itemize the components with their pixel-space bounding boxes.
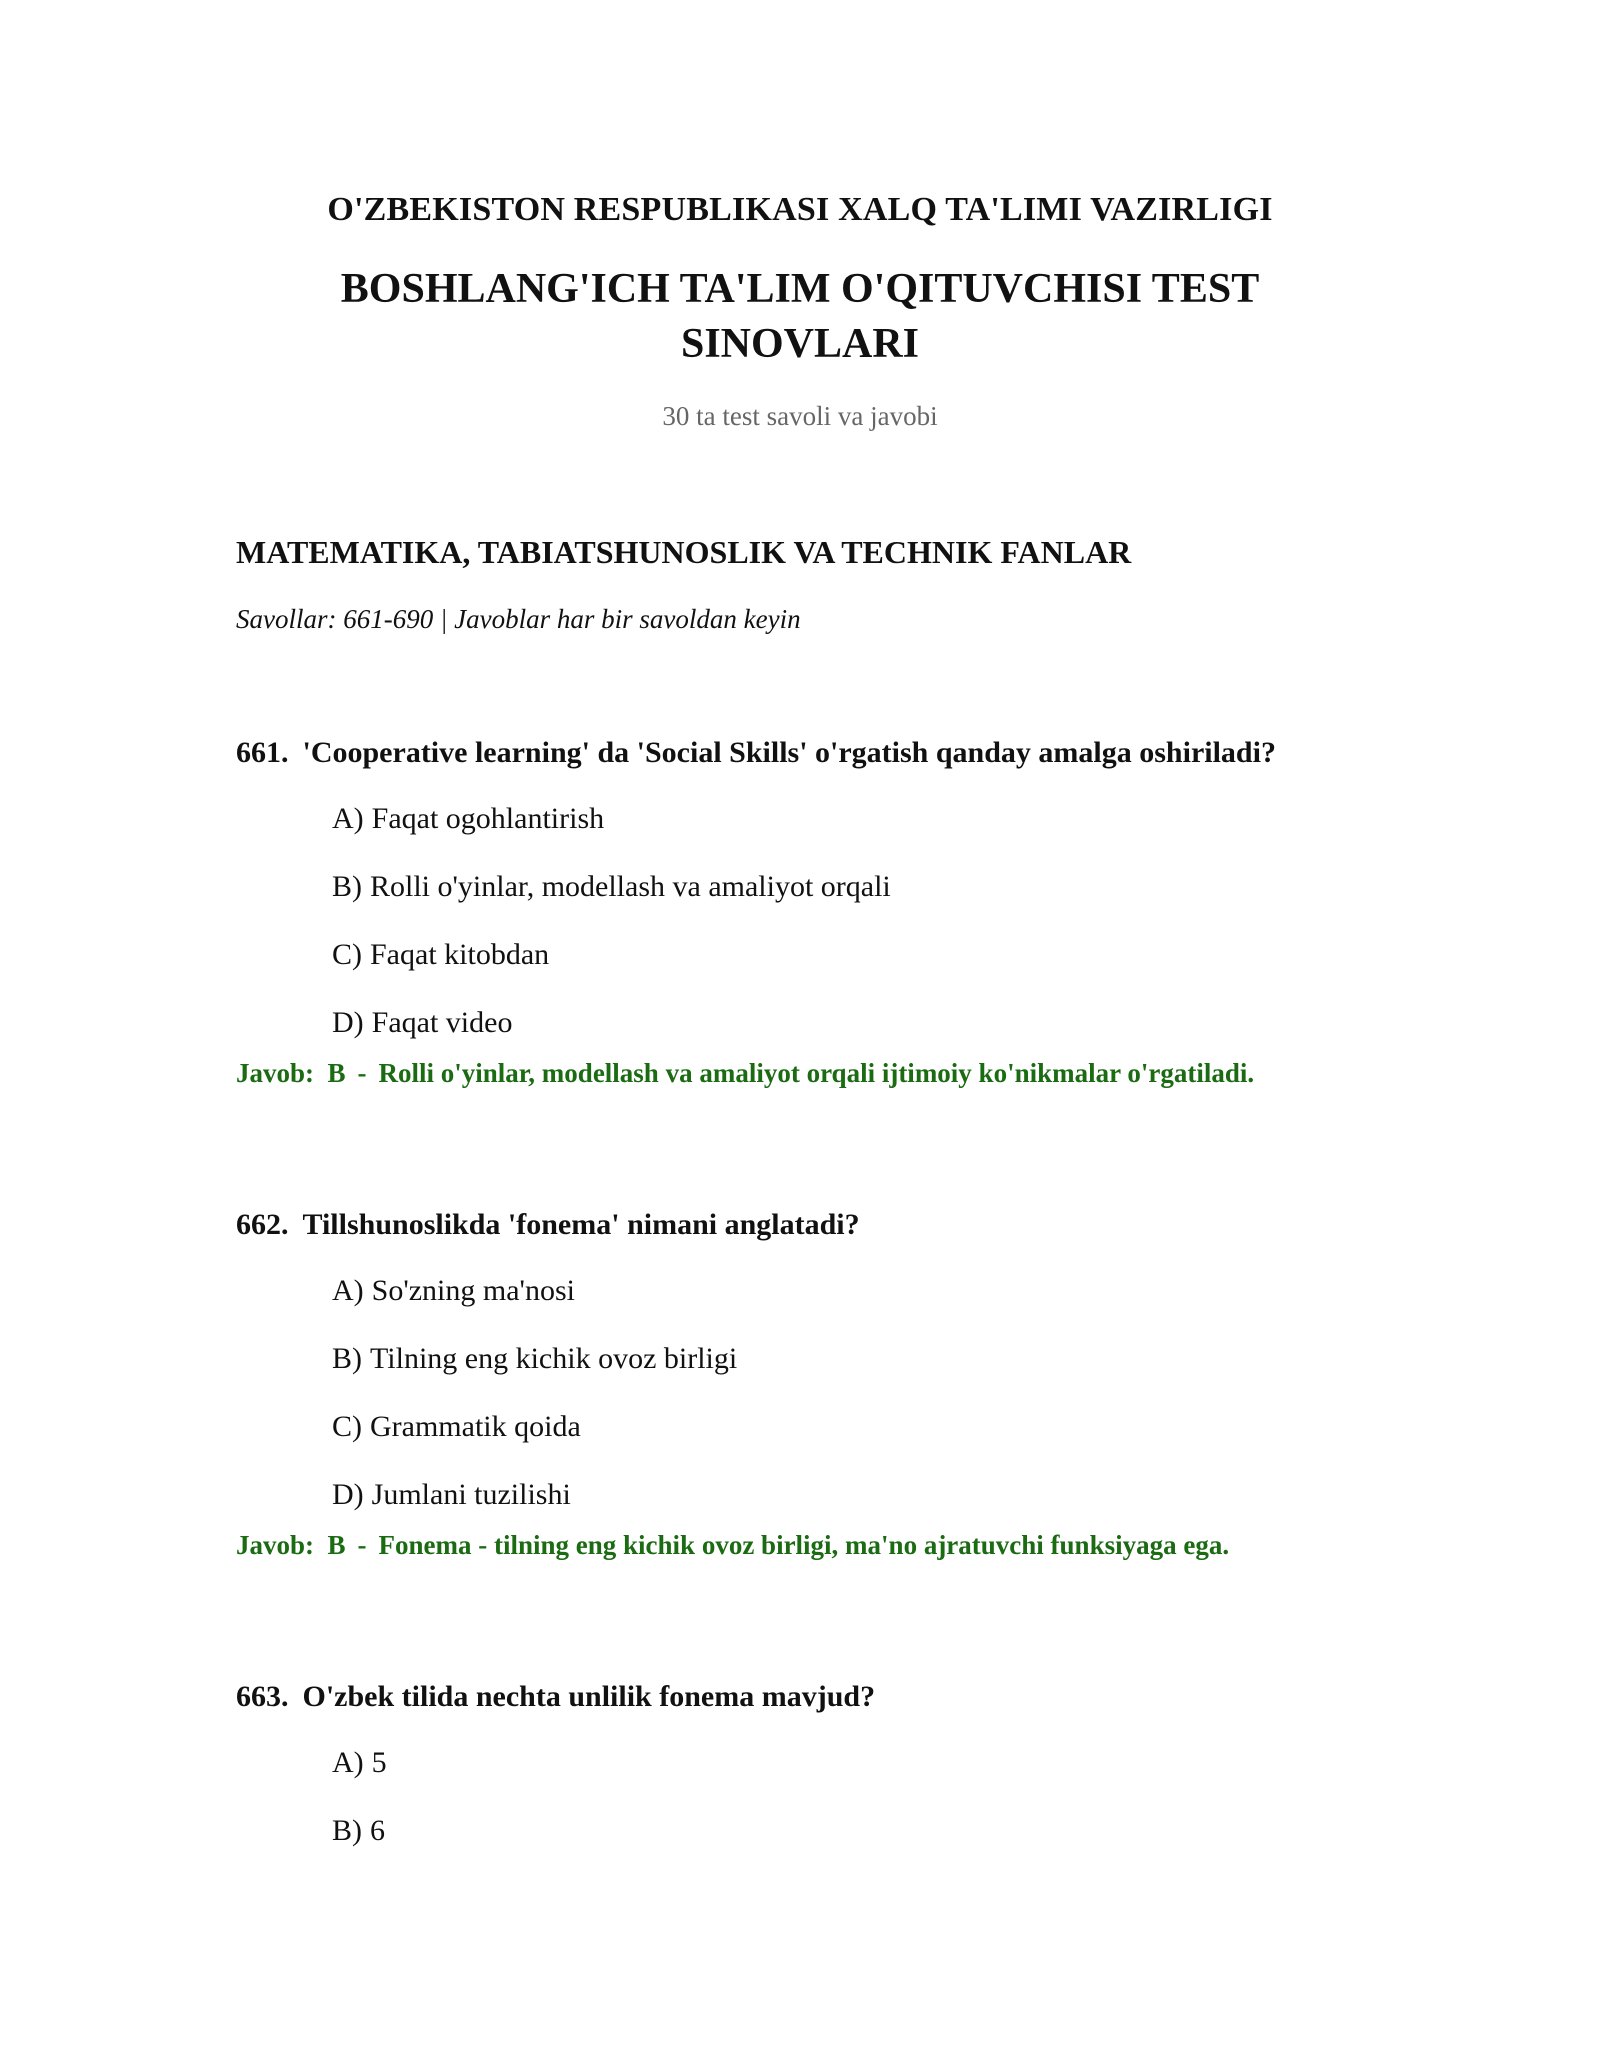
option-a <box>332 1257 1416 1325</box>
option-letter: A) <box>332 1274 364 1307</box>
ministry-name: O'ZBEKISTON RESPUBLIKASI XALQ TA'LIMI VAZIRLIGI <box>327 191 1273 228</box>
option-text: 5 <box>371 1746 387 1779</box>
question-663 <box>236 1679 1416 1865</box>
option-letter: D) <box>332 1478 364 1511</box>
option-a <box>332 1729 1416 1797</box>
question-number: 662. <box>236 1208 289 1241</box>
option-text: Jumlani tuzilishi <box>371 1478 571 1511</box>
answer-letter: B <box>327 1058 346 1088</box>
option-text: 6 <box>370 1814 385 1847</box>
options-list <box>236 785 1416 1057</box>
answer-separator: - <box>357 1530 367 1560</box>
document-title: BOSHLANG'ICH TA'LIM O'QITUVCHISI TEST SINOVLARI <box>340 266 1260 367</box>
section-heading: MATEMATIKA, TABIATSHUNOSLIK VA TECHNIK FANLAR <box>236 534 1132 570</box>
question-number: 661. <box>236 736 289 769</box>
option-c <box>332 1393 1416 1461</box>
option-c <box>332 921 1416 989</box>
option-letter: B) <box>332 870 362 903</box>
option-letter: A) <box>332 802 364 835</box>
option-d <box>332 989 1416 1057</box>
option-text: So'zning ma'nosi <box>371 1274 575 1307</box>
question-body: 'Cooperative learning' da 'Social Skills' o'rgatish qanday amalga oshiriladi? <box>302 736 1276 769</box>
option-letter: C) <box>332 1410 362 1443</box>
question-662 <box>236 1207 1416 1561</box>
option-text: Faqat ogohlantirish <box>371 802 605 835</box>
option-b <box>332 1797 1416 1865</box>
answer-line <box>236 1529 1416 1561</box>
option-text: Faqat video <box>371 1006 513 1039</box>
option-letter: C) <box>332 938 362 971</box>
section-note: Savollar: 661-690 | Javoblar har bir savoldan keyin <box>236 604 801 634</box>
question-text <box>236 735 1416 771</box>
option-b <box>332 853 1416 921</box>
option-text: Faqat kitobdan <box>370 938 550 971</box>
answer-label: Javob: <box>236 1058 315 1088</box>
question-text <box>236 1679 1416 1715</box>
question-661 <box>236 735 1416 1089</box>
option-text: Tilning eng kichik ovoz birligi <box>370 1342 738 1375</box>
option-letter: B) <box>332 1342 362 1375</box>
option-a <box>332 785 1416 853</box>
option-letter: B) <box>332 1814 362 1847</box>
question-text <box>236 1207 1416 1243</box>
document-subtitle: 30 ta test savoli va javobi <box>662 401 938 431</box>
question-body: O'zbek tilida nechta unlilik fonema mavjud? <box>302 1680 876 1713</box>
answer-explanation: Rolli o'yinlar, modellash va amaliyot orqali ijtimoiy ko'nikmalar o'rgatiladi. <box>378 1058 1255 1088</box>
answer-label: Javob: <box>236 1530 315 1560</box>
answer-separator: - <box>357 1058 367 1088</box>
option-text: Rolli o'yinlar, modellash va amaliyot orqali <box>370 870 891 903</box>
answer-line <box>236 1057 1416 1089</box>
option-d <box>332 1461 1416 1529</box>
question-body: Tillshunoslikda 'fonema' nimani anglatadi? <box>302 1208 860 1241</box>
options-list <box>236 1729 1416 1865</box>
options-list <box>236 1257 1416 1529</box>
answer-explanation: Fonema - tilning eng kichik ovoz birligi, ma'no ajratuvchi funksiyaga ega. <box>378 1530 1230 1560</box>
question-number: 663. <box>236 1680 289 1713</box>
option-letter: D) <box>332 1006 364 1039</box>
option-letter: A) <box>332 1746 364 1779</box>
answer-letter: B <box>327 1530 346 1560</box>
option-b <box>332 1325 1416 1393</box>
option-text: Grammatik qoida <box>370 1410 581 1443</box>
